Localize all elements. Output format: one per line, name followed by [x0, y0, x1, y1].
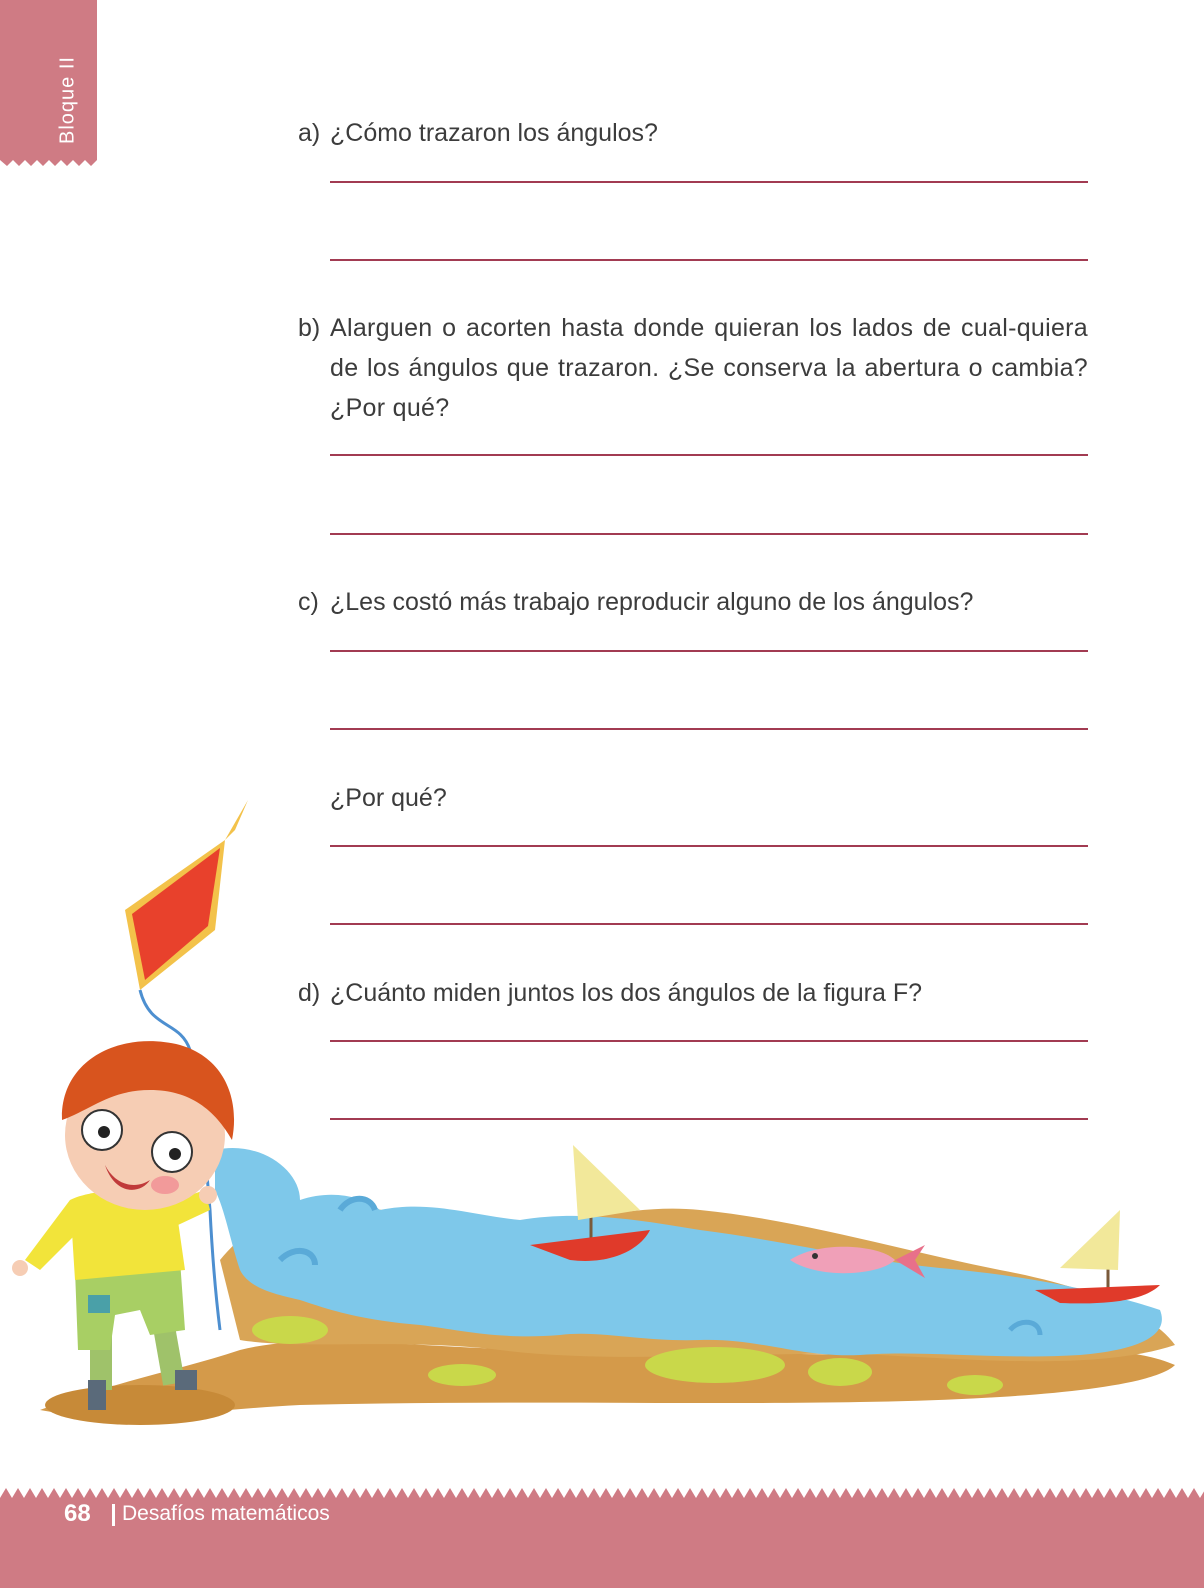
bush	[808, 1358, 872, 1386]
boy-hand	[12, 1260, 28, 1276]
boy-pupil	[169, 1148, 181, 1160]
question-letter: c)	[298, 588, 319, 616]
answer-line[interactable]	[330, 259, 1088, 261]
question-c	[298, 582, 1088, 622]
question-letter: d)	[298, 979, 321, 1007]
bush	[252, 1316, 328, 1344]
answer-line[interactable]	[330, 650, 1088, 652]
answer-line[interactable]	[330, 181, 1088, 183]
boy-kite-river-illustration	[0, 790, 1204, 1440]
page-number: 68	[64, 1500, 91, 1527]
answer-line[interactable]	[330, 533, 1088, 535]
pocket	[88, 1295, 110, 1313]
question-text: ¿Cómo trazaron los ángulos?	[330, 119, 658, 147]
kite-tip	[225, 800, 248, 840]
boy-pupil	[98, 1126, 110, 1138]
answer-line[interactable]	[330, 728, 1088, 730]
question-letter: b)	[298, 314, 321, 342]
question-text: Alarguen o acorten hasta donde quieran los lados de cual-quiera de los ángulos que trazaron. ¿Se conserva la abertura o cambia? ¿Por qué?	[330, 314, 1088, 422]
question-letter: a)	[298, 119, 321, 147]
boy-sleeve	[25, 1200, 80, 1270]
footer-separator	[112, 1504, 115, 1526]
boy-shoe	[88, 1380, 106, 1410]
answer-line[interactable]	[330, 454, 1088, 456]
sail	[1060, 1210, 1120, 1270]
boy-shadow	[45, 1385, 235, 1425]
question-text: ¿Les costó más trabajo reproducir alguno de los ángulos?	[330, 588, 974, 616]
fish-eye	[812, 1253, 818, 1259]
block-label: Bloque II	[56, 56, 79, 144]
bush	[645, 1347, 785, 1383]
bush	[428, 1364, 496, 1386]
bloque-tab	[0, 0, 97, 172]
boy-cheek	[151, 1176, 179, 1194]
sail	[573, 1145, 640, 1220]
question-a	[298, 113, 1088, 153]
question-text: ¿Cuánto miden juntos los dos ángulos de la figura F?	[330, 979, 923, 1007]
question-b	[298, 308, 1088, 428]
book-title: Desafíos matemáticos	[122, 1502, 330, 1525]
boy-shoe	[175, 1370, 197, 1390]
bush	[947, 1375, 1003, 1395]
boy-hand	[199, 1186, 217, 1204]
followup-text: ¿Por qué?	[330, 784, 447, 812]
